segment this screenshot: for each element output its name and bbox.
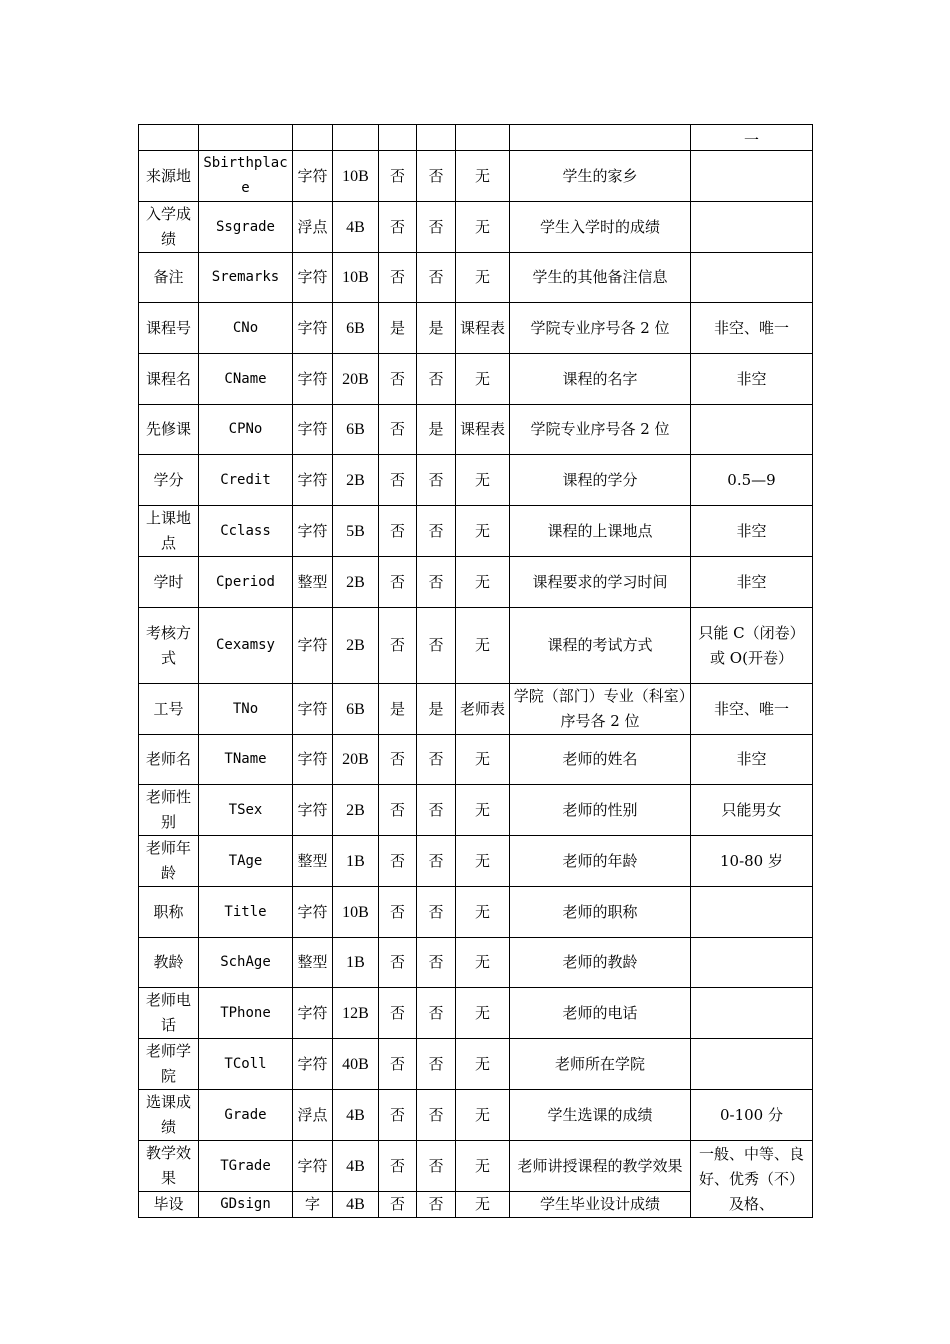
cell-field-name: CNo (199, 303, 293, 354)
cell-is-foreign-key: 是 (417, 405, 456, 455)
cell-field-label: 考核方式 (139, 608, 199, 684)
cell-description: 课程的名字 (510, 354, 691, 405)
cell-is-primary-key: 是 (379, 684, 417, 735)
cell-is-primary-key: 否 (379, 455, 417, 506)
cell-field-label: 老师性别 (139, 785, 199, 836)
cell-constraint (691, 202, 813, 253)
cell-data-type: 字符 (293, 1039, 333, 1090)
cell-is-primary-key: 否 (379, 354, 417, 405)
cell-field-label: 老师电话 (139, 988, 199, 1039)
cell-is-primary-key: 否 (379, 506, 417, 557)
cell-field-length: 10B (333, 253, 379, 303)
cell-field-label: 备注 (139, 253, 199, 303)
table-row (139, 354, 813, 405)
cell-field-length: 2B (333, 557, 379, 608)
cell-field-label: 工号 (139, 684, 199, 735)
cell-field-length: 2B (333, 608, 379, 684)
cell-field-length: 2B (333, 455, 379, 506)
cell-field-label: 老师名 (139, 735, 199, 785)
cell-constraint (691, 887, 813, 938)
cell-data-type: 整型 (293, 836, 333, 887)
cell-is-foreign-key: 否 (417, 202, 456, 253)
cell-constraint (691, 1039, 813, 1090)
cell-is-foreign-key: 否 (417, 1090, 456, 1141)
cell-is-foreign-key: 否 (417, 1039, 456, 1090)
cell-description: 课程要求的学习时间 (510, 557, 691, 608)
cell-is-foreign-key: 否 (417, 557, 456, 608)
cell-description: 课程的考试方式 (510, 608, 691, 684)
table-row (139, 684, 813, 735)
cell-field-length: 20B (333, 354, 379, 405)
table-row (139, 506, 813, 557)
cell-is-foreign-key: 否 (417, 253, 456, 303)
cell-field-length: 6B (333, 303, 379, 354)
cell-referenced-table: 无 (456, 608, 510, 684)
cell-field-label: 教学效果 (139, 1141, 199, 1192)
cell-description: 老师的年龄 (510, 836, 691, 887)
cell-description: 学生毕业设计成绩 (510, 1192, 691, 1218)
cell-is-primary-key: 否 (379, 836, 417, 887)
cell-field-name: Credit (199, 455, 293, 506)
cell-is-primary-key: 否 (379, 988, 417, 1039)
cell-description: 老师讲授课程的教学效果 (510, 1141, 691, 1192)
cell-field-length: 5B (333, 506, 379, 557)
cell-description: 学生选课的成绩 (510, 1090, 691, 1141)
cell-is-primary-key: 否 (379, 1192, 417, 1218)
cell-referenced-table: 无 (456, 836, 510, 887)
cell-field-length: 4B (333, 202, 379, 253)
cell-field-label: 入学成绩 (139, 202, 199, 253)
cell-description: 老师的职称 (510, 887, 691, 938)
table-row (139, 151, 813, 202)
cell-is-primary-key: 否 (379, 557, 417, 608)
table-row (139, 557, 813, 608)
cell-referenced-table: 无 (456, 735, 510, 785)
table-row (139, 303, 813, 354)
cell-is-foreign-key: 否 (417, 938, 456, 988)
cell-field-length: 40B (333, 1039, 379, 1090)
cell-description: 学院（部门）专业（科室）序号各 2 位 (510, 684, 691, 735)
cell-field-length: 4B (333, 1090, 379, 1141)
cell-field-length: 1B (333, 938, 379, 988)
cell-is-primary-key: 否 (379, 151, 417, 202)
cell-referenced-table: 无 (456, 253, 510, 303)
cell-data-type: 字符 (293, 1141, 333, 1192)
cell-data-type: 浮点 (293, 202, 333, 253)
cell-data-type: 字符 (293, 151, 333, 202)
cell-field-length: 2B (333, 785, 379, 836)
cell-constraint: 0.5—9 (691, 455, 813, 506)
cell-field-label: 先修课 (139, 405, 199, 455)
cell-description: 老师的姓名 (510, 735, 691, 785)
cell-field-label: 课程号 (139, 303, 199, 354)
cell-field-name: Title (199, 887, 293, 938)
table-row (139, 253, 813, 303)
cell-field-name: Sbirthplace (199, 151, 293, 202)
cell-field-label: 职称 (139, 887, 199, 938)
cell-is-foreign-key: 否 (417, 151, 456, 202)
cell-description (510, 125, 691, 151)
cell-constraint: 10-80 岁 (691, 836, 813, 887)
cell-description: 课程的学分 (510, 455, 691, 506)
cell-field-name: Ssgrade (199, 202, 293, 253)
cell-referenced-table (456, 125, 510, 151)
table-row (139, 608, 813, 684)
cell-field-label: 课程名 (139, 354, 199, 405)
cell-is-primary-key: 否 (379, 608, 417, 684)
cell-field-name: Grade (199, 1090, 293, 1141)
cell-data-type (293, 125, 333, 151)
cell-data-type: 字符 (293, 253, 333, 303)
cell-field-name: GDsign (199, 1192, 293, 1218)
cell-is-primary-key: 否 (379, 253, 417, 303)
cell-description: 老师的电话 (510, 988, 691, 1039)
cell-field-label: 老师学院 (139, 1039, 199, 1090)
cell-is-primary-key: 否 (379, 785, 417, 836)
cell-field-name: TNo (199, 684, 293, 735)
table-row (139, 785, 813, 836)
cell-field-length: 4B (333, 1192, 379, 1218)
cell-field-length (333, 125, 379, 151)
cell-is-foreign-key: 否 (417, 455, 456, 506)
cell-data-type: 浮点 (293, 1090, 333, 1141)
table-row (139, 1141, 813, 1192)
cell-data-type: 字符 (293, 785, 333, 836)
cell-constraint (691, 988, 813, 1039)
cell-is-primary-key: 否 (379, 405, 417, 455)
cell-field-length: 20B (333, 735, 379, 785)
cell-is-foreign-key: 否 (417, 1192, 456, 1218)
cell-constraint: 非空、唯一 (691, 303, 813, 354)
cell-field-label: 上课地点 (139, 506, 199, 557)
cell-is-primary-key: 否 (379, 202, 417, 253)
table-row (139, 202, 813, 253)
table-row (139, 735, 813, 785)
cell-referenced-table: 无 (456, 785, 510, 836)
cell-referenced-table: 课程表 (456, 405, 510, 455)
cell-referenced-table: 课程表 (456, 303, 510, 354)
cell-constraint: 只能男女 (691, 785, 813, 836)
cell-field-label: 教龄 (139, 938, 199, 988)
cell-field-label: 学分 (139, 455, 199, 506)
cell-description: 学生的家乡 (510, 151, 691, 202)
field-definition-table (138, 124, 813, 1218)
cell-is-foreign-key: 否 (417, 354, 456, 405)
cell-field-length: 12B (333, 988, 379, 1039)
cell-data-type: 字符 (293, 506, 333, 557)
cell-field-name: Cexamsy (199, 608, 293, 684)
cell-is-foreign-key: 否 (417, 506, 456, 557)
cell-referenced-table: 无 (456, 1141, 510, 1192)
cell-referenced-table: 无 (456, 557, 510, 608)
cell-referenced-table: 无 (456, 455, 510, 506)
cell-data-type: 整型 (293, 557, 333, 608)
cell-field-label: 来源地 (139, 151, 199, 202)
cell-field-label: 选课成绩 (139, 1090, 199, 1141)
table-row (139, 405, 813, 455)
cell-field-name (199, 125, 293, 151)
cell-constraint: 非空 (691, 557, 813, 608)
cell-constraint: 非空 (691, 354, 813, 405)
cell-referenced-table: 无 (456, 1039, 510, 1090)
table-body (139, 125, 813, 1218)
cell-referenced-table: 老师表 (456, 684, 510, 735)
cell-field-length: 10B (333, 151, 379, 202)
cell-data-type: 字符 (293, 354, 333, 405)
cell-is-foreign-key: 否 (417, 1141, 456, 1192)
cell-referenced-table: 无 (456, 887, 510, 938)
cell-referenced-table: 无 (456, 202, 510, 253)
cell-description: 学院专业序号各 2 位 (510, 405, 691, 455)
cell-constraint: 0-100 分 (691, 1090, 813, 1141)
cell-data-type: 整型 (293, 938, 333, 988)
cell-constraint: 一 (691, 125, 813, 151)
table-row (139, 988, 813, 1039)
table-row (139, 1090, 813, 1141)
cell-is-primary-key: 否 (379, 1141, 417, 1192)
cell-description: 学院专业序号各 2 位 (510, 303, 691, 354)
cell-constraint: 一般、中等、良好、优秀（不）及格、 (691, 1141, 813, 1218)
cell-constraint: 非空、唯一 (691, 684, 813, 735)
cell-field-name: TSex (199, 785, 293, 836)
cell-description: 学生的其他备注信息 (510, 253, 691, 303)
cell-data-type: 字符 (293, 455, 333, 506)
cell-field-name: SchAge (199, 938, 293, 988)
cell-data-type: 字符 (293, 887, 333, 938)
cell-is-primary-key (379, 125, 417, 151)
cell-is-foreign-key (417, 125, 456, 151)
cell-referenced-table: 无 (456, 938, 510, 988)
cell-field-name: CName (199, 354, 293, 405)
cell-is-primary-key: 否 (379, 887, 417, 938)
table-row (139, 1039, 813, 1090)
cell-referenced-table: 无 (456, 354, 510, 405)
cell-is-primary-key: 是 (379, 303, 417, 354)
table-row (139, 455, 813, 506)
cell-description: 老师的性别 (510, 785, 691, 836)
cell-field-name: TName (199, 735, 293, 785)
cell-data-type: 字符 (293, 303, 333, 354)
cell-field-label: 学时 (139, 557, 199, 608)
cell-field-name: Sremarks (199, 253, 293, 303)
cell-field-label (139, 125, 199, 151)
cell-constraint (691, 405, 813, 455)
cell-is-primary-key: 否 (379, 938, 417, 988)
cell-is-foreign-key: 否 (417, 608, 456, 684)
cell-referenced-table: 无 (456, 1090, 510, 1141)
cell-field-name: Cclass (199, 506, 293, 557)
cell-description: 老师所在学院 (510, 1039, 691, 1090)
cell-referenced-table: 无 (456, 506, 510, 557)
cell-is-foreign-key: 是 (417, 684, 456, 735)
cell-field-length: 10B (333, 887, 379, 938)
cell-data-type: 字符 (293, 988, 333, 1039)
cell-constraint (691, 253, 813, 303)
cell-data-type: 字符 (293, 608, 333, 684)
cell-is-foreign-key: 否 (417, 988, 456, 1039)
cell-data-type: 字符 (293, 684, 333, 735)
cell-is-foreign-key: 是 (417, 303, 456, 354)
cell-field-name: CPNo (199, 405, 293, 455)
cell-field-name: TGrade (199, 1141, 293, 1192)
cell-data-type: 字 (293, 1192, 333, 1218)
cell-is-foreign-key: 否 (417, 887, 456, 938)
cell-constraint: 非空 (691, 506, 813, 557)
table-row (139, 836, 813, 887)
cell-field-name: Cperiod (199, 557, 293, 608)
cell-field-name: TAge (199, 836, 293, 887)
cell-field-length: 6B (333, 684, 379, 735)
cell-constraint: 只能 C（闭卷）或 O(开卷） (691, 608, 813, 684)
cell-description: 课程的上课地点 (510, 506, 691, 557)
cell-data-type: 字符 (293, 405, 333, 455)
table-row (139, 887, 813, 938)
cell-field-label: 老师年龄 (139, 836, 199, 887)
cell-constraint (691, 151, 813, 202)
cell-field-name: TColl (199, 1039, 293, 1090)
cell-is-foreign-key: 否 (417, 836, 456, 887)
table-row (139, 938, 813, 988)
cell-is-primary-key: 否 (379, 1039, 417, 1090)
cell-field-length: 1B (333, 836, 379, 887)
table-row (139, 125, 813, 151)
cell-description: 学生入学时的成绩 (510, 202, 691, 253)
cell-data-type: 字符 (293, 735, 333, 785)
cell-referenced-table: 无 (456, 151, 510, 202)
cell-field-name: TPhone (199, 988, 293, 1039)
cell-is-primary-key: 否 (379, 1090, 417, 1141)
cell-field-length: 6B (333, 405, 379, 455)
cell-referenced-table: 无 (456, 988, 510, 1039)
cell-field-label: 毕设 (139, 1192, 199, 1218)
cell-field-length: 4B (333, 1141, 379, 1192)
cell-is-foreign-key: 否 (417, 785, 456, 836)
cell-is-foreign-key: 否 (417, 735, 456, 785)
cell-constraint (691, 938, 813, 988)
cell-referenced-table: 无 (456, 1192, 510, 1218)
cell-is-primary-key: 否 (379, 735, 417, 785)
cell-description: 老师的教龄 (510, 938, 691, 988)
cell-constraint: 非空 (691, 735, 813, 785)
